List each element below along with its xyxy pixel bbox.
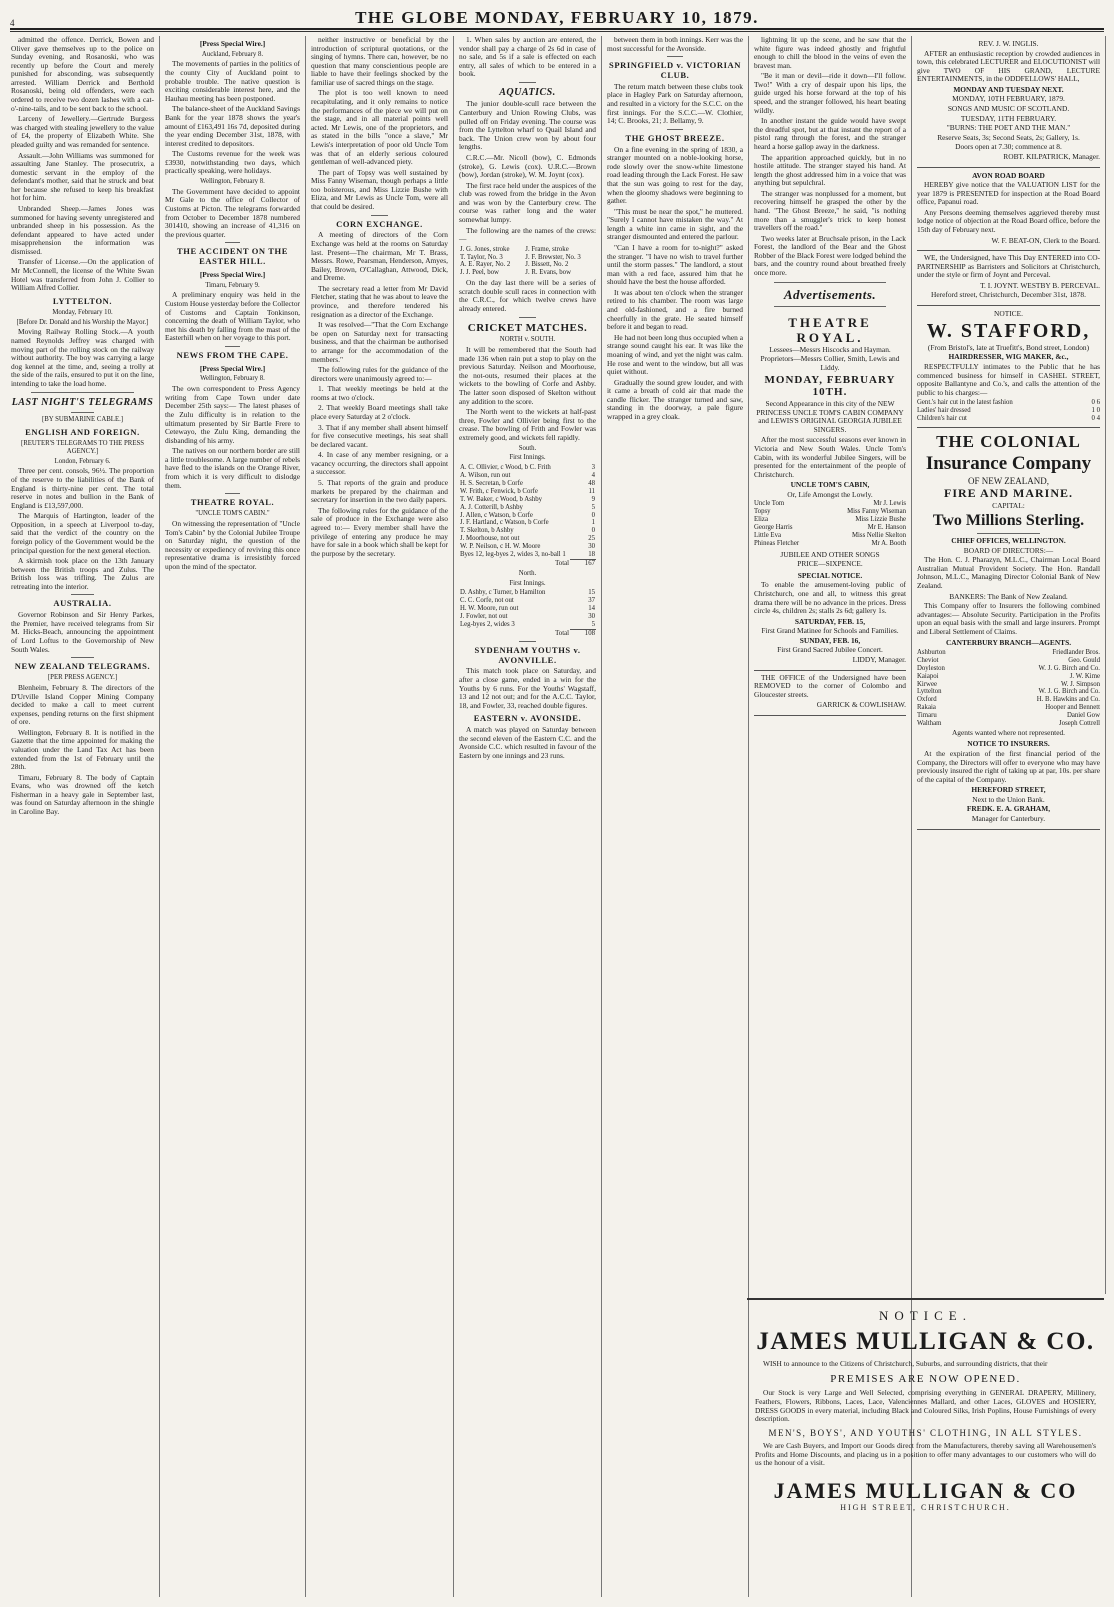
article-paragraph: Wellington, February 8. It is notified in the Gazette that the time appointed for making the valuation under the Land Tax Act has been extended from the 1st of February until the 28th. bbox=[11, 727, 154, 772]
ad-line: Proprietors—Messrs Collier, Smith, Lewis and Liddy. bbox=[760, 354, 900, 372]
ad-paragraph: THE OFFICE of the Undersigned have been REMOVED to the corner of Colombo and Gloucester streets. bbox=[754, 672, 906, 699]
article-paragraph: A skirmish took place on the 13th January between the British troops and Zulus. The British loss was trifling. The Zulus are retreating into the interior. bbox=[11, 556, 154, 591]
article-paragraph: The plot is too well known to need recapitulating, and it only remains to notice the performances of the piece we will put on the stage, and in all material points well acted. Mr Lewis, one of the proprietors, and as stated in the bills "once a slave," Mr Lewis's interpretation of poor old Uncle Tom was that of an elderly serious coloured gentleman of well-advanced piety. bbox=[311, 88, 448, 167]
ad-line: HAIRDRESSER, WIG MAKER, &c., bbox=[948, 352, 1069, 362]
ad-subheading: SPECIAL NOTICE. bbox=[797, 570, 863, 580]
article-paragraph: The own correspondent to Press Agency writing from Cape Town under date December 25th says:— The latest phases of the Zulu difficulty is in relation to the ultimatum presented by Sir Bartle Frere to Cetewayo, the Zulu King, demanding the disbanding of his army. bbox=[165, 384, 300, 445]
table-row-total: Total 108 bbox=[555, 629, 595, 637]
column-5 bbox=[602, 36, 749, 1597]
article-paragraph: Larceny of Jewellery.—Gertrude Burgess was charged with stealing jewellery to the value of £4, the property of Elizabeth White. She pleaded guilty and was remanded for sentence. bbox=[11, 114, 154, 149]
table-row: H. W. Moore, run out 14 bbox=[460, 605, 595, 613]
ad-signature: W. F. BEAT-ON, Clerk to the Board. bbox=[991, 235, 1100, 245]
article-paragraph: lightning lit up the scene, and he saw that the white figure was indeed ghostly and frightful enough to chill the blood in the veins of even the bravest man. bbox=[754, 36, 906, 70]
article-paragraph: The natives on our northern border are still a little troublesome. A large number of rebels have fled to the islands on the Orange River, from which it is very difficult to dislodge them. bbox=[165, 446, 300, 490]
section-heading-advertisements: Advertisements. bbox=[783, 286, 877, 302]
table-row: J. G. Jones, stroke J. Frame, stroke bbox=[460, 245, 569, 253]
ad-signature: ROBT. KILPATRICK, Manager. bbox=[1003, 151, 1100, 161]
article-paragraph: Timaru, February 8. The body of Captain Evans, who was drowned off the ketch Fisherman in a heavy gale in September last, was found on Saturday afternoon in the shingle in Caroline Bay. bbox=[11, 772, 154, 817]
partnership-advertisement bbox=[917, 251, 1100, 306]
ad-title: AVON ROAD BOARD bbox=[972, 170, 1045, 180]
section-dateline: Auckland, February 8. bbox=[201, 50, 264, 58]
article-paragraph: It will be remembered that the South had made 136 when rain put a stop to play on the previous Saturday. Neilson and Moorhouse, the not-outs, resumed their places at the wickets to the bowling of Corfe and Ashby. The latter soon disposed of Skelton without any addition to the score. bbox=[459, 345, 596, 406]
ad-price: Reserve Seats, 3s; Second Seats, 2s; Gallery, 1s. bbox=[937, 132, 1080, 142]
ad-line: OF NEW ZEALAND, bbox=[967, 475, 1050, 486]
article-paragraph: The return match between these clubs took place in Hagley Park on Saturday afternoon, and resulted in a victory for the S.C.C. on the first innings. For the S.C.C.—W. Clothier, 14; C. Brooks, 21; J. Bellamy, 9. bbox=[607, 81, 743, 126]
table-row: W. P. Neilson, c H. W. Moore 30 bbox=[460, 543, 595, 551]
crew-table bbox=[459, 246, 596, 278]
section-dateline: Monday, February 10. bbox=[52, 308, 113, 316]
section-note: [PER PRESS AGENCY.] bbox=[47, 674, 118, 682]
section-note: [Before Dr. Donald and his Worship the Mayor.] bbox=[16, 318, 149, 326]
article-paragraph: The apparition approached quickly, but in no hostile attitude. The stranger stayed his hand. At length the ghost addressed him in a voice that was anything but sepulchral. bbox=[754, 152, 906, 188]
table-row: A. C. Ollivier, c Wood, b C. Frith 3 bbox=[460, 464, 595, 472]
ad-title: REV. J. W. INGLIS. bbox=[978, 39, 1039, 48]
score-subheading: First Innings. bbox=[509, 454, 546, 462]
article-paragraph: The following rules for the guidance of the sale of produce in the Exchange were also agreed to:— Every member shall have the privilege of entering any produce he may have for sale in a book which shall be kept for the purpose by the secretary. bbox=[311, 505, 448, 558]
ad-signature: LIDDY, Manager. bbox=[852, 655, 906, 665]
ad-date: MONDAY AND TUESDAY NEXT. bbox=[953, 84, 1064, 94]
ad-paragraph: WE, the Undersigned, have This Day ENTERED into CO-PARTNERSHIP as Barristers and Solicitors at Christchurch, under the style or firm of Joynt and Perceval. bbox=[917, 253, 1100, 280]
agent-row: Rakaia Hooper and Bennett bbox=[917, 704, 1100, 712]
section-heading: NEWS FROM THE CAPE. bbox=[176, 349, 289, 360]
agent-row: Lyttelton W. J. G. Birch and Co. bbox=[917, 688, 1100, 696]
article-paragraph: The junior double-scull race between the Canterbury and Union Rowing Clubs, was pulled off on Friday evening. The course was from the Lyttelton wharf to Quail Island and back. The Union crew won by about four lengths. bbox=[459, 99, 596, 152]
ad-date: MONDAY, 10TH FEBRUARY, 1879. bbox=[952, 94, 1065, 104]
price-row: Gent.'s hair cut in the latest fashion 0 6 bbox=[917, 399, 1100, 407]
ad-line: CHIEF OFFICES, WELLINGTON. bbox=[951, 536, 1066, 546]
table-row: A. Wilson, run out 4 bbox=[460, 472, 595, 480]
ad-play-subtitle: Or, Life Amongst the Lowly. bbox=[787, 489, 873, 499]
section-heading: THEATRE ROYAL. bbox=[190, 497, 275, 508]
ad-line: Hereford street, Christchurch, December 31st, 1878. bbox=[931, 290, 1086, 300]
cast-row: Phineas Fletcher Mr A. Booth bbox=[754, 539, 906, 547]
ad-play-title: UNCLE TOM'S CABIN, bbox=[790, 480, 870, 490]
article-paragraph: C.R.C.—Mr. Nicoll (bow), C. Edmonds (stroke), G. Lewis (cox). U.R.C.—Brown (bow), Jordan (stroke), W. M. Joynt (cox). bbox=[459, 152, 596, 180]
ad-date: SATURDAY, FEB. 15, bbox=[794, 616, 866, 626]
section-heading: SYDENHAM YOUTHS v. AVONVILLE. bbox=[474, 644, 581, 665]
article-paragraph: The movements of parties in the politics of the county City of Auckland point to probable trouble. The native question is exciting considerable interest here, and the Hauhau meeting has been postponed. bbox=[165, 59, 300, 103]
section-subheading: NORTH v. SOUTH. bbox=[499, 336, 556, 344]
ad-line: SONGS AND MUSIC OF SCOTLAND. bbox=[947, 104, 1070, 114]
ad-paragraph: WISH to announce to the Citizens of Christchurch, Suburbs, and surrounding districts, that their bbox=[763, 1359, 1048, 1369]
article-paragraph: admitted the offence. Derrick, Bowen and Oliver gave themselves up to the police on Sunday evening, and Rosanoski, who was recently up before the Court and merely punished for absconding, was subsequently arrested. William Derrick and Berthold Rosanoski, being old offenders, were each ordered to receive two dozen lashes with a cat-o'-nine-tails, and to be sent back to the school. bbox=[11, 36, 154, 113]
ad-line: Doors open at 7.30; commence at 8. bbox=[955, 142, 1062, 152]
score-heading: North. bbox=[518, 569, 537, 577]
ad-date: MONDAY, FEBRUARY 10TH. bbox=[764, 373, 896, 399]
article-paragraph: The Government have decided to appoint Mr Gale to the office of Collector of Customs at Picton. The telegrams forwarded from October to December 1878 numbered 301410, showing an increase of 41,316 on the previous quarter. bbox=[165, 186, 300, 239]
section-subheading: "UNCLE TOM'S CABIN." bbox=[195, 510, 270, 518]
section-heading: THE ACCIDENT ON THE EASTER HILL. bbox=[177, 246, 288, 267]
ad-subheading: CANTERBURY BRANCH—AGENTS. bbox=[945, 638, 1072, 648]
section-heading: LYTTELTON. bbox=[52, 295, 113, 306]
ad-line: Lessees—Messrs Hiscocks and Hayman. bbox=[769, 344, 891, 354]
article-paragraph: The North went to the wickets at half-past three, Fowler and Ollivier being first to the crease. The bowling of Frith and Fowler was extremely good, and wickets fell rapidly. bbox=[459, 407, 596, 442]
agent-row: Doyleston W. J. G. Birch and Co. bbox=[917, 664, 1100, 672]
ad-line: First Grand Matinee for Schools and Families. bbox=[761, 626, 899, 636]
article-paragraph: between them in both innings. Kerr was the most successful for the Avonside. bbox=[607, 36, 743, 53]
article-paragraph: 1. When sales by auction are entered, the vendor shall pay a charge of 2s 6d in case of no sale, and 5s if a sale is effected on each entry, all sales of which to be entered in a book. bbox=[459, 36, 596, 79]
article-paragraph: Moving Railway Rolling Stock.—A youth named Reynolds Jeffrey was charged with moving part of the rolling stock on the railway without authority. The boy was carrying a large dog kennel at the time, and, seeing a trolly at the side of the rails, ensured to put it on the line, intending to take the load home. bbox=[11, 327, 154, 388]
table-row: D. Ashby, c Turner, b Hamilton 15 bbox=[460, 589, 595, 597]
cast-row: Eliza Miss Lizzie Bushe bbox=[754, 516, 906, 524]
section-heading-telegrams: LAST NIGHT'S TELEGRAMS bbox=[11, 397, 154, 409]
article-paragraph: Gradually the sound grew louder, and with it came a breath of cold air that made the candle flicker. The stranger turned and saw, standing in the doorway, a pale figure wrapped in a grey cloak. bbox=[607, 377, 743, 421]
ad-date: TUESDAY, 11TH FEBRUARY. bbox=[960, 113, 1057, 123]
section-subheading: [Press Special Wire.] bbox=[199, 270, 266, 280]
table-row: A. E. Rayer, No. 2 J. Bissett, No. 2 bbox=[460, 261, 569, 269]
article-paragraph: The part of Topsy was well sustained by Miss Fanny Wiseman, though perhaps a little too boisterous, and Miss Lizzie Bushe with Eliza, and Mr Lewis as Uncle Tom, were all that could be desired. bbox=[311, 167, 448, 211]
agent-row: Cheviot Geo. Gould bbox=[917, 656, 1100, 664]
table-row-total: Total 167 bbox=[555, 559, 595, 567]
article-paragraph: "Can I have a room for to-night?" asked the stranger. "I have no wish to travel further until the storm passes." The landlord, a stout man with a red face, assured him that he should have the best the house afforded. bbox=[607, 242, 743, 287]
section-note: [BY SUBMARINE CABLE.] bbox=[41, 416, 124, 424]
ad-paragraph: Our Stock is very Large and Well Selected, comprising everything in GENERAL DRAPERY, Millinery, Feathers, Flowers, Ribbons, Laces, Lace, Valenciennes Mallard, and other Laces, GLOVES and HOSIERY, DRESS GOODS in every material, including Black and Coloured Silks, Irish Poplins, House Furnishings of every description. bbox=[755, 1388, 1096, 1424]
table-row: J. Allen, c Watson, b Corfe 0 bbox=[460, 511, 595, 519]
rule-item: 5. That reports of the grain and produce markets be prepared by the chairman and secretary for insertion in the two daily papers. bbox=[311, 478, 448, 505]
ad-paragraph: HEREBY give notice that the VALUATION LIST for the year 1879 is PRESENTED for inspection at the Road Board office, Papanui road. bbox=[917, 180, 1100, 207]
table-row: W. Frith, c Fenwick, b Corfe 11 bbox=[460, 487, 595, 495]
section-heading: [Press Special Wire.] bbox=[199, 39, 266, 48]
article-paragraph: On the day last there will be a series of scratch double scull races in connection with the C.R.C., for which twelve crews have already entered. bbox=[459, 278, 596, 313]
article-paragraph: The following are the names of the crews:— bbox=[459, 225, 596, 244]
ad-line: BANKERS: The Bank of New Zealand. bbox=[949, 591, 1068, 601]
section-note: [REUTER'S TELEGRAMS TO THE PRESS AGENCY.] bbox=[20, 439, 145, 455]
ad-title: Insurance Company bbox=[925, 452, 1092, 474]
ad-line: JUBILEE AND OTHER SONGS bbox=[780, 549, 880, 559]
ad-line: Next to the Union Bank. bbox=[972, 794, 1045, 804]
section-heading: ENGLISH AND FOREIGN. bbox=[25, 426, 140, 437]
page-number: 4 bbox=[10, 17, 15, 28]
table-row: J. F. Hartland, c Watson, b Corfe 1 bbox=[460, 519, 595, 527]
article-paragraph: neither instructive or beneficial by the introduction of scriptural quotations, or the singing of hymns. There can, however, be no question that many conscientious people are liable to have their feelings shocked by the familiar use of sacred things on the stage. bbox=[311, 36, 448, 87]
article-paragraph: The following rules for the guidance of the directors were unanimously agreed to:— bbox=[311, 365, 448, 383]
article-paragraph: On witnessing the representation of "Uncle Tom's Cabin" by the Colonial Jubilee Troupe on Saturday night, the question of the necessity or expediency of reviving this once representative drama is irresistibly forced upon the mind of the spectator. bbox=[165, 518, 300, 571]
ad-paragraph: The Hon. C. J. Pharazyn, M.L.C., Chairman Local Board Australian Mutual Provident Society. The Hon. Randall Johnson, M.L.C., Managing Director Colonial Bank of New Zealand. bbox=[917, 555, 1100, 590]
section-heading: CORN EXCHANGE. bbox=[336, 218, 423, 229]
ad-paragraph: This Company offer to Insurers the following combined advantages:— Absolute Security. Participation in the Profits upon an equal basis with the small and large insurers. Prompt and Liberal Settlement of Claims. bbox=[917, 601, 1100, 636]
article-paragraph: On a fine evening in the spring of 1830, a stranger mounted on a noble-looking horse, rode slowly over the snow-white limestone road leading through the Lack Forest. He saw that the sun was going to rest for the day, when the gloomy shadows were beginning to gather. bbox=[607, 144, 743, 206]
scorecard-south bbox=[459, 464, 596, 567]
theatre-advertisement bbox=[754, 311, 906, 671]
score-subheading: First Innings. bbox=[509, 579, 546, 587]
agent-row: Kirwee W. J. Simpson bbox=[917, 680, 1100, 688]
masthead-title: THE GLOBE MONDAY, FEBRUARY 10, 1879. bbox=[355, 8, 759, 28]
masthead bbox=[10, 6, 1104, 30]
ad-firm-name: JAMES MULLIGAN & CO. bbox=[756, 1328, 1095, 1356]
ad-notice: NOTICE. bbox=[879, 1308, 972, 1323]
ad-price: PRICE—SIXPENCE. bbox=[797, 559, 863, 569]
price-row: Children's hair cut 0 4 bbox=[917, 415, 1100, 423]
agent-row: Oxford H. B. Hawkins and Co. bbox=[917, 696, 1100, 704]
ad-address: HIGH STREET, CHRISTCHURCH. bbox=[840, 1503, 1011, 1513]
article-paragraph: The Customs revenue for the week was £3930, notwithstanding two days, which practically speaking, were holidays. bbox=[165, 149, 300, 176]
cast-row: Uncle Tom Mr J. Lewis bbox=[754, 500, 906, 508]
price-row: Ladies' hair dressed 1 0 bbox=[917, 407, 1100, 415]
rule-item: 4. In case of any member resigning, or a vacancy occurring, the directors shall appoint a successor. bbox=[311, 450, 448, 477]
ad-signature-title: Manager for Canterbury. bbox=[971, 814, 1046, 823]
table-row: C. C. Corfe, not out 37 bbox=[460, 597, 595, 605]
column-7 bbox=[912, 36, 1106, 1294]
article-paragraph: A preliminary enquiry was held in the Custom House yesterday before the Collector of Customs and Captain Tonkinson, concerning the death of William Taylor, who met his death by falling from the mast of the Easterhill when on her voyage to this port. bbox=[165, 290, 300, 343]
rule-item: 1. That weekly meetings be held at the rooms at two o'clock. bbox=[311, 384, 448, 402]
table-row: J. Moorhouse, not out 25 bbox=[460, 535, 595, 543]
score-heading: South. bbox=[518, 444, 537, 452]
article-paragraph: Assault.—John Williams was summoned for assaulting Jane Stanley. The prosecutrix, a domestic servant in the employ of the defendant's mother, said that he struck and beat her because she refused to keep his breakfast hot for him. bbox=[11, 150, 154, 203]
article-paragraph: "This must be near the spot," he muttered. "Surely I cannot have mistaken the way." At length a white inn came in sight, and the stranger dismounted and entered the parlour. bbox=[607, 206, 743, 242]
colonial-insurance-advertisement bbox=[917, 428, 1100, 830]
section-subheading: [Press Special Wire.] bbox=[199, 363, 266, 373]
agent-row: Kaiapoi J. W. Kime bbox=[917, 672, 1100, 680]
article-paragraph: Three per cent. consols, 96½. The proportion of the reserve to the liabilities of the Bank of England is thirty-nine per cent. The total reserve in notes and bullion in the Bank of England is £13,597,000. bbox=[11, 466, 154, 510]
table-row: H. S. Secretan, b Corfe 48 bbox=[460, 480, 595, 488]
article-paragraph: "Be it man or devil—ride it down—I'll follow. Two!" With a cry of despair upon his lips, the guide urged his horse forward at the top of his speed, and the stranger followed, his heart beating wildly. bbox=[754, 71, 906, 115]
section-heading: EASTERN v. AVONSIDE. bbox=[473, 713, 582, 724]
ad-line: "BURNS: THE POET AND THE MAN." bbox=[946, 123, 1071, 133]
ad-line: First Grand Sacred Jubilee Concert. bbox=[777, 645, 883, 655]
article-paragraph: It was resolved—"That the Corn Exchange be open on Saturday next for transacting business, and that the chairman be authorised to arrange for the accommodation of the members." bbox=[311, 320, 448, 364]
section-heading-cricket: CRICKET MATCHES. bbox=[467, 321, 588, 334]
ad-paragraph: After the most successful seasons ever known in Victoria and New South Wales. Uncle Tom's Cabin, with its wonderful Jubilee Singers, will be presented for the entertainment of the people of Christchurch. bbox=[754, 435, 906, 479]
rule-item: 3. That if any member shall absent himself for five consecutive meetings, his seat shall be declared vacant. bbox=[311, 422, 448, 449]
ad-title: NOTICE. bbox=[994, 309, 1023, 319]
section-heading-aquatics: AQUATICS. bbox=[499, 86, 556, 98]
ad-paragraph: Any Persons deeming themselves aggrieved thereby must lodge notice of objection at the Road Board office, before the 15th day of February next. bbox=[917, 207, 1100, 234]
article-paragraph: The balance-sheet of the Auckland Savings Bank for the year 1878 shows the year's amount of £163,491 16s 7d, deposited during the year ending December 31st, 1878, with interest credited to depositors. bbox=[165, 104, 300, 148]
article-paragraph: Two weeks later at Bruchsale prison, in the Lack Forest, the landlord of the Bear and the Ghost Robber of the Black Forest were lodged behind the bars, and the country round about breathed freely once more. bbox=[754, 233, 906, 278]
section-heading: THE GHOST BREEZE. bbox=[625, 132, 725, 143]
agent-row: Timaru Daniel Gow bbox=[917, 712, 1100, 720]
ad-title: THE COLONIAL bbox=[936, 431, 1081, 451]
table-row: J. Fowler, not out 30 bbox=[460, 613, 595, 621]
article-paragraph: This match took place on Saturday, and after a close game, ended in a win for the Youths by 6 runs. For the Youths' Wagstaff, 13 and 12 not out; and for the A.C.C. Taylor, 18, and Fowler, 33, reached double figures. bbox=[459, 666, 596, 710]
ad-firm-footer: JAMES MULLIGAN & CO bbox=[773, 1477, 1078, 1503]
column-3 bbox=[306, 36, 454, 1597]
section-dateline: Timaru, February 9. bbox=[205, 281, 260, 289]
rule-item: 2. That weekly Board meetings shall take place every Saturday at 2 o'clock. bbox=[311, 403, 448, 421]
article-paragraph: A match was played on Saturday between the second eleven of the Eastern C.C. and the Avonside C.C. which resulted in favour of the Eastern by one innings and 23 runs. bbox=[459, 725, 596, 760]
inglis-advertisement bbox=[917, 36, 1100, 168]
ad-title: THEATRE ROYAL. bbox=[788, 314, 872, 345]
agent-row: Ashburton Friedlander Bros. bbox=[917, 649, 1100, 657]
ad-paragraph: AFTER an enthusiastic reception by crowded audiences in town, this celebrated LECTURER and ELOCUTIONIST will give TWO OF HIS GRAND, LECTURE ENTERTAINMENTS, in the ODDFELLOWS' HALL, bbox=[917, 48, 1100, 84]
ad-subheading: BOARD OF DIRECTORS:— bbox=[963, 545, 1054, 555]
ad-line: Agents wanted where not represented. bbox=[951, 727, 1066, 737]
article-paragraph: The Marquis of Hartington, leader of the Opposition, in a speech at Liverpool to-day, said that the verdict of the country on the foreign policy of the Government would be the principal question for the next general election. bbox=[11, 511, 154, 555]
article-paragraph: In another instant the guide would have swept the dreadful spot, but at that instant the report of a pistol rang through the forest, and the stranger heard a horse gallop away in the darkness. bbox=[754, 116, 906, 151]
ad-line: (From Bristol's, late at Truefitt's, Bond street, London) bbox=[927, 342, 1090, 352]
ad-signature: GARRICK & COWLISHAW. bbox=[816, 700, 906, 710]
stafford-advertisement bbox=[917, 306, 1100, 428]
ad-paragraph: To enable the amusement-loving public of Christchurch, one and all, to witness this great drama there will be no advance in the prices. Dress circle 4s, children 2s; stalls 2s 6d; gallery 1s. bbox=[754, 580, 906, 616]
ad-paragraph: Second Appearance in this city of the NEW PRINCESS UNCLE TOM'S CABIN COMPANY and LEWIS'S ORIGINAL GEORGIA JUBILEE SINGERS. bbox=[756, 399, 904, 434]
ad-headline: MEN'S, BOYS', AND YOUTHS' CLOTHING, IN ALL STYLES. bbox=[768, 1427, 1083, 1438]
article-paragraph: Blenheim, February 8. The directors of the D'Urville Island Copper Mining Company decided to make a call to meet current expenses, pending returns on the first shipment of ore. bbox=[11, 682, 154, 727]
table-row: A. J. Cotterill, b Ashby 5 bbox=[460, 503, 595, 511]
article-paragraph: A meeting of directors of the Corn Exchange was held at the rooms on Saturday last. Present—The chairman, Mr T. Brass, Messrs. Rowe, Pearsman, Henderson, Amyes, Bailey, Brown, O'Callaghan, Attwood, Dick, and Dreme. bbox=[311, 230, 448, 283]
cast-row: Topsy Miss Fanny Wiseman bbox=[754, 508, 906, 516]
section-dateline: Wellington, February 8. bbox=[200, 177, 265, 185]
ad-paragraph: RESPECTFULLY intimates to the Public that he has commenced business for himself in CASHEL STREET, opposite Ballantyne and Co.'s, and calls the attention of the public to his charges:— bbox=[917, 361, 1100, 397]
section-heading: AUSTRALIA. bbox=[53, 598, 112, 609]
mulligan-advertisement bbox=[747, 1298, 1104, 1598]
column-2 bbox=[160, 36, 306, 1597]
ad-subheading: NOTICE TO INSURERS. bbox=[967, 739, 1050, 749]
table-row: T. W. Baker, c Wood, b Ashby 9 bbox=[460, 495, 595, 503]
removal-advertisement bbox=[754, 671, 906, 716]
article-paragraph: The stranger was nonplussed for a moment, but recovering himself he grasped the other by the hand. "The Ghost Breeze," he said, "is nothing more than a smuggler's trick to keep honest travellers off the road." bbox=[754, 188, 906, 233]
article-paragraph: Governor Robinson and Sir Henry Parkes, the Premier, have received telegrams from Sir M. Hicks-Beach, announcing the appointment of Lord Loftus to the Governorship of New South Wales. bbox=[11, 610, 154, 654]
ad-line: CAPITAL: bbox=[992, 500, 1025, 510]
article-paragraph: It was about ten o'clock when the stranger retired to his chamber. The room was large and old-fashioned, and a fire burned cheerfully in the grate. He seated himself before it and began to read. bbox=[607, 287, 743, 332]
section-heading: NEW ZEALAND TELEGRAMS. bbox=[14, 661, 151, 672]
article-paragraph: The first race held under the auspices of the club was rowed from the bridge in the Avon and was won by the Canterbury crew. The course was rather long and the water somewhat lumpy. bbox=[459, 180, 596, 224]
ad-paragraph: We are Cash Buyers, and Import our Goods direct from the Manufacturers, thereby saving all Warehousemen's Profits and Home Discounts, and placing us in a position to offer many advantages to our customers who will do us the honour of a visit. bbox=[755, 1441, 1096, 1468]
article-paragraph: The secretary read a letter from Mr David Fletcher, stating that he was about to leave the province, and therefore tendered his resignation as a director of the Exchange. bbox=[311, 283, 448, 319]
table-row: T. Skelton, b Ashby 0 bbox=[460, 527, 595, 535]
masthead-rule bbox=[10, 31, 1104, 32]
article-paragraph: Unbranded Sheep.—James Jones was summoned for having seventy unregistered and unbranded sheep in his possession. As the defendant appeared to have acted under misapprehension the information was dismissed. bbox=[11, 203, 154, 256]
avon-road-board-advertisement bbox=[917, 168, 1100, 252]
ad-name: W. STAFFORD, bbox=[926, 319, 1091, 342]
scorecard-north bbox=[459, 589, 596, 637]
cast-row: Little Eva Miss Nellie Skelton bbox=[754, 531, 906, 539]
ad-signature: FREDK. E. A. GRAHAM, bbox=[966, 804, 1051, 814]
ad-line: HEREFORD STREET, bbox=[971, 785, 1046, 795]
column-4 bbox=[454, 36, 602, 1597]
cast-row: George Harris Mr E. Hanson bbox=[754, 524, 906, 532]
ad-paragraph: At the expiration of the first financial period of the Company, the Directors will offer to everyone who may have previously insured the right of taking up at par, 10s. per share of the capital of the Company. bbox=[917, 748, 1100, 784]
ad-headline: PREMISES ARE NOW OPENED. bbox=[830, 1372, 1021, 1385]
agent-row: Waltham Joseph Cottrell bbox=[917, 719, 1100, 727]
section-dateline: London, February 6. bbox=[54, 457, 111, 465]
section-dateline: Wellington, February 8. bbox=[200, 375, 265, 383]
article-paragraph: Transfer of License.—On the application of Mr McConnell, the license of the White Swan Hotel was transferred from John J. Collier to William Alfred Collier. bbox=[11, 257, 154, 293]
ad-line: FIRE AND MARINE. bbox=[943, 486, 1073, 501]
table-row: Leg-byes 2, wides 3 5 bbox=[460, 620, 595, 629]
ad-date: SUNDAY, FEB. 16, bbox=[799, 635, 861, 645]
ad-capital: Two Millions Sterling. bbox=[932, 511, 1085, 529]
section-heading: SPRINGFIELD v. VICTORIAN CLUB. bbox=[609, 60, 741, 81]
ad-signature: T. I. JOYNT. WESTBY B. PERCEVAL. bbox=[980, 280, 1100, 290]
article-paragraph: He had not been long thus occupied when a strange sound caught his ear. It was like the moaning of wind, and yet the night was calm. He rose and went to the window, but all was quiet without. bbox=[607, 332, 743, 377]
table-row: J. J. Peel, bow J. R. Evans, bow bbox=[460, 269, 571, 277]
column-1 bbox=[6, 36, 160, 1597]
table-row: Byes 12, leg-byes 2, wides 3, no-ball 1 18 bbox=[460, 550, 595, 559]
table-row: T. Taylor, No. 3 J. F. Brewster, No. 3 bbox=[460, 253, 581, 261]
